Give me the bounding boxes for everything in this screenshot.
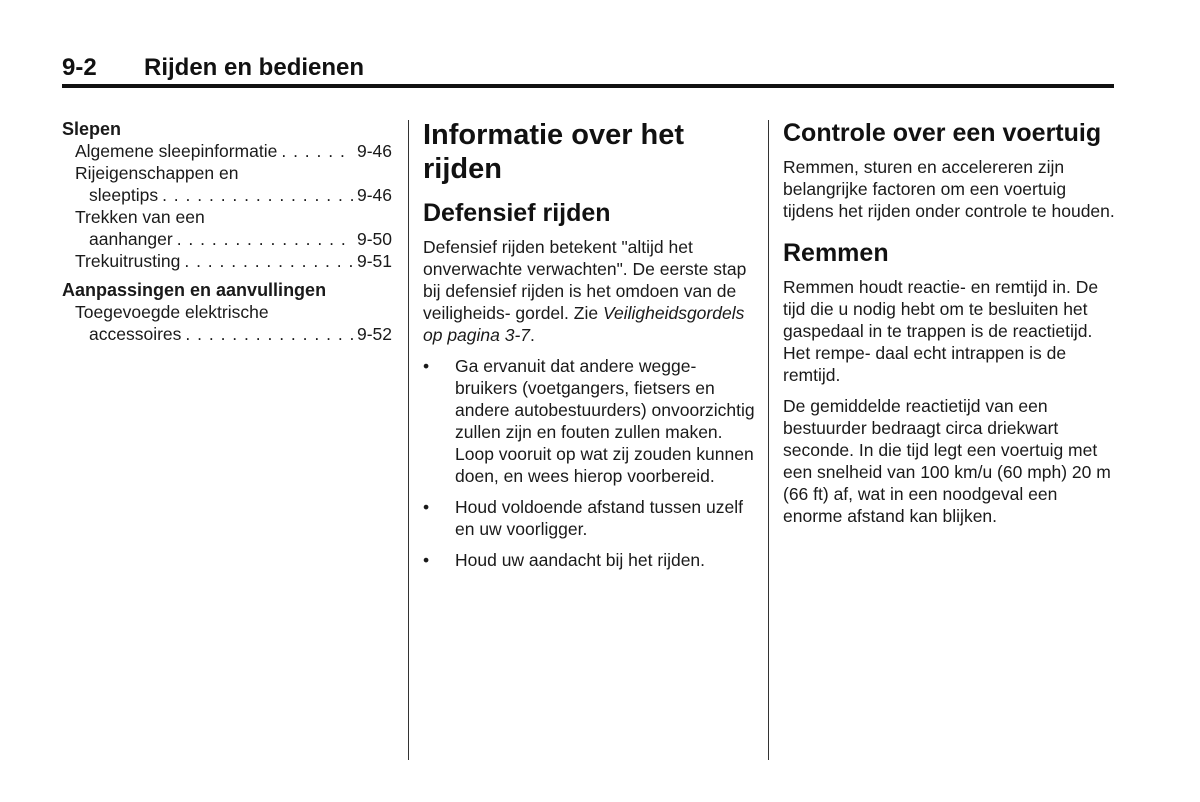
toc-page-ref: 9-46 [356, 185, 392, 205]
subsection-title: Defensief rijden [423, 199, 611, 227]
toc-entry[interactable] [62, 140, 392, 162]
bullet-icon: • [423, 550, 430, 570]
list-item [423, 496, 758, 540]
toc-entry-title: aanhanger [89, 229, 173, 249]
list-item-text: Ga ervanuit dat andere wegge- bruikers (voetgangers, fietsers en andere autobestuurders) onvoorzichtig zullen zijn en fouten zullen maken. Loop vooruit op wat zij zouden kunnen doen, en wees hierop voorbereid. [455, 356, 755, 486]
bullet-icon: • [423, 497, 430, 517]
list-item-text: Houd uw aandacht bij het rijden. [455, 550, 706, 570]
cross-reference-link[interactable]: Veiligheidsgordels op pagina 3-7 [423, 303, 745, 345]
toc-column [62, 118, 392, 345]
toc-entry[interactable] [62, 162, 392, 206]
dot-leader [184, 250, 353, 272]
bullet-list [423, 355, 758, 571]
subsection-title: Remmen [783, 239, 889, 267]
toc-entry-title: Toegevoegde elektrische [75, 302, 269, 322]
toc-entry-title: sleeptips [89, 185, 159, 205]
body-paragraph: De gemiddelde reactietijd van een bestuurder bedraagt circa driekwart seconde. In die tijd legt een voertuig met een snelheid van 100 km/u (60 mph) 20 m (66 ft) af, wat in een noodgeval een enorme afstand kan blijken. [783, 396, 1111, 526]
column-divider-left [408, 120, 409, 760]
section-title: Informatie over het rijden [423, 119, 685, 185]
intro-text: Defensief rijden betekent "altijd het onverwachte verwachten". De eerste stap bij defensief rijden is het omdoen van de veiligheids- gordel. Zie [423, 237, 747, 323]
toc-entry[interactable] [62, 250, 392, 272]
section-title: Controle over een voertuig [783, 119, 1102, 147]
list-item [423, 355, 758, 487]
toc-page-ref: 9-50 [356, 229, 392, 249]
toc-entry-title: Trekken van een [75, 207, 205, 227]
page-header [62, 52, 1114, 88]
dot-leader [281, 140, 353, 162]
toc-heading: Aanpassingen en aanvullingen [62, 280, 327, 300]
toc-heading: Slepen [62, 119, 122, 139]
toc-entry-title: Algemene sleepinformatie [75, 141, 278, 161]
toc-entry[interactable] [62, 301, 392, 345]
toc-page-ref: 9-52 [356, 324, 392, 344]
list-item-text: Houd voldoende afstand tussen uzelf en uw voorligger. [455, 497, 743, 539]
chapter-title: Rijden en bedienen [144, 54, 365, 81]
toc-page-ref: 9-51 [356, 251, 392, 271]
body-paragraph: Remmen, sturen en accelereren zijn belangrijke factoren om een voertuig tijdens het rijden onder controle te houden. [783, 157, 1115, 221]
list-item [423, 549, 758, 571]
bullet-icon: • [423, 356, 430, 376]
body-paragraph: Remmen houdt reactie- en remtijd in. De tijd die u nodig hebt om te besluiten het gaspedaal in te trappen is de reactietijd. Het rempe- daal echt intrappen is de remtijd. [783, 277, 1099, 385]
toc-entry-title: Rijeigenschappen en [75, 163, 239, 183]
column-divider-right [768, 120, 769, 760]
toc-page-ref: 9-46 [356, 141, 392, 161]
toc-entry[interactable] [62, 206, 392, 250]
right-column [783, 118, 1118, 536]
page-number: 9-2 [62, 54, 97, 81]
dot-leader [185, 323, 353, 345]
intro-end: . [530, 325, 535, 345]
toc-entry-title: Trekuitrusting [75, 251, 181, 271]
middle-column [423, 118, 758, 580]
dot-leader [162, 184, 353, 206]
toc-entry-title: accessoires [89, 324, 182, 344]
dot-leader [177, 228, 353, 250]
intro-paragraph [423, 236, 758, 346]
